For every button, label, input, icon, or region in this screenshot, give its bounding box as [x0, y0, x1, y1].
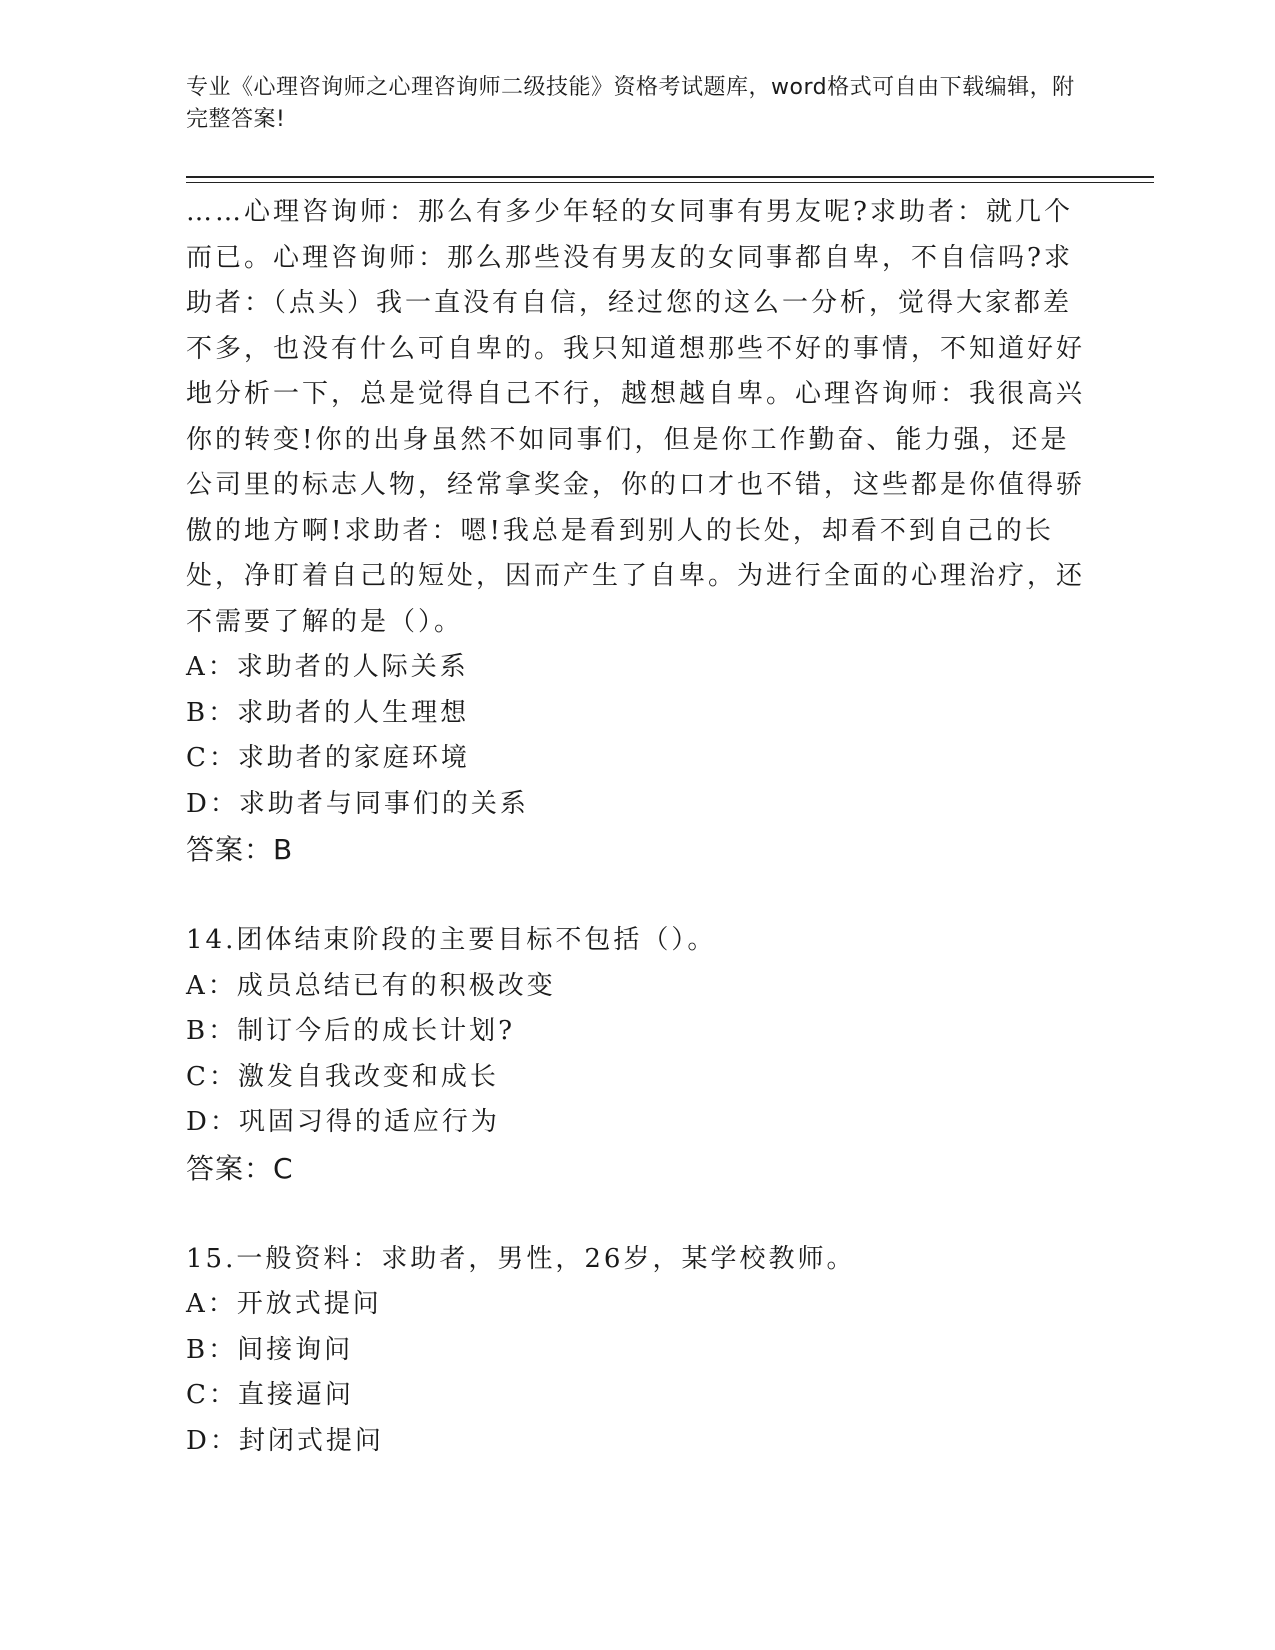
option-d: D：求助者与同事们的关系: [186, 788, 529, 819]
option-c: C：求助者的家庭环境: [186, 743, 470, 773]
question-stem: ……心理咨询师：那么有多少年轻的女同事有男友呢?求助者：就几个而已。心理咨询师：那么那些没有男友的女同事都自卑，不自信吗?求助者：（点头）我一直没有自信，经过您的这么一分析，觉得大家都差不多，也没有什么可自卑的。我只知道想那些不好的事情，不知道好好地分析一下，总是觉得自己不行，越想越自卑。心理咨询师：我很高兴你的转变!你的出身虽然不如同事们，但是你工作勤奋、能力强，还是公司里的标志人物，经常拿奖金，你的口才也不错，这些都是你值得骄傲的地方啊!求助者：嗯!我总是看到别人的长处，却看不到自己的长处，净盯着自己的短处，因而产生了自卑。为进行全面的心理治疗，还不需要了解的是（）。: [186, 197, 1086, 637]
question-list: [186, 190, 1086, 1464]
option-a: A：开放式提问: [186, 1289, 382, 1319]
header-rule-thick: [186, 176, 1154, 178]
question-15: [186, 1237, 1086, 1465]
header-rule-thin: [186, 182, 1154, 183]
option-c: C：激发自我改变和成长: [186, 1061, 499, 1092]
option-b: B：制订今后的成长计划?: [186, 1016, 516, 1046]
spacer: [186, 1191, 1086, 1237]
option-b: B：间接询问: [186, 1334, 354, 1365]
option-d: D：巩固习得的适应行为: [186, 1107, 500, 1137]
question-number: 14.: [186, 925, 237, 955]
spacer: [186, 873, 1086, 919]
option-a: A：求助者的人际关系: [186, 652, 469, 682]
option-a: A：成员总结已有的积极改变: [186, 970, 556, 1001]
question-13: [186, 190, 1086, 873]
option-d: D：封闭式提问: [186, 1425, 384, 1456]
question-number: 15.: [186, 1243, 237, 1274]
answer-line: 答案：C: [186, 1151, 294, 1185]
option-b: B：求助者的人生理想: [186, 697, 470, 728]
answer-line: 答案：B: [186, 833, 294, 866]
question-stem: 15.一般资料：求助者，男性，26岁，某学校教师。: [186, 1243, 856, 1274]
option-c: C：直接逼问: [186, 1380, 354, 1410]
document-header: 专业《心理咨询师之心理咨询师二级技能》资格考试题库，word格式可自由下载编辑，附完整答案!: [186, 75, 1075, 132]
question-stem: 14.团体结束阶段的主要目标不包括（）。: [186, 925, 717, 955]
question-14: [186, 918, 1086, 1191]
